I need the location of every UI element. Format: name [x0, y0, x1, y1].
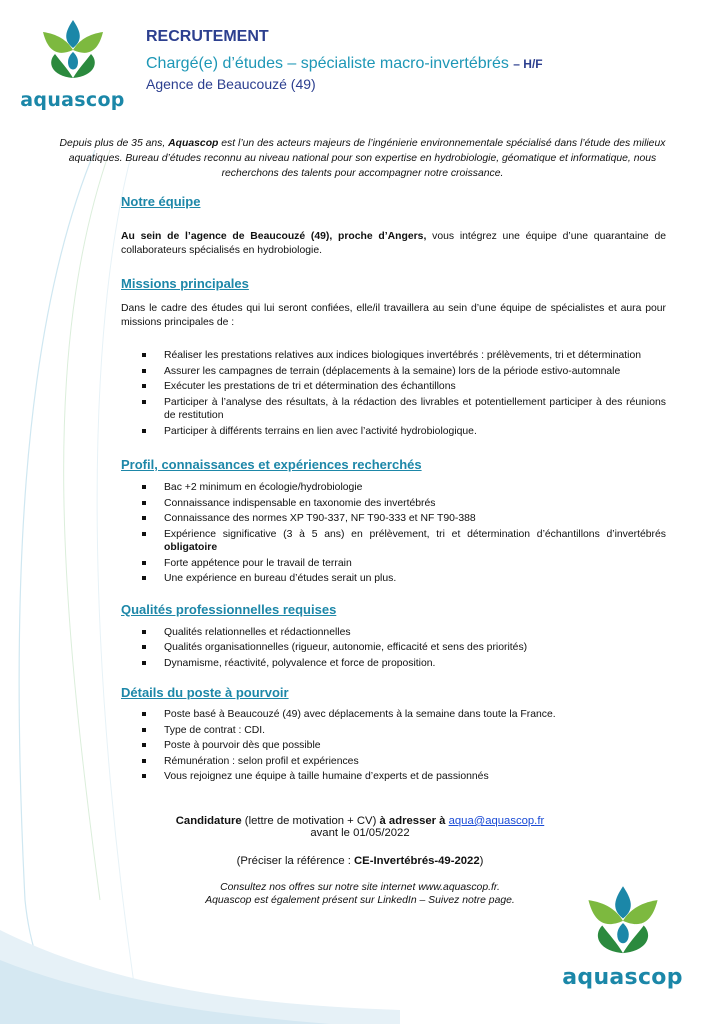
- deadline: avant le 01/05/2022: [310, 827, 410, 839]
- section-title-details: Détails du poste à pourvoir: [121, 685, 289, 700]
- job-title-text: Chargé(e) d’études – spécialiste macro-invertébrés: [146, 55, 509, 72]
- logo-wordmark: aquascop: [20, 89, 125, 111]
- reference-line: [150, 855, 570, 867]
- list-item: Qualités organisationnelles (rigueur, autonomie, efficacité et sens des priorités): [121, 641, 666, 655]
- list-item: [121, 528, 666, 555]
- website-note: Consultez nos offres sur notre site internet www.aquascop.fr.: [220, 882, 500, 893]
- lotus-drop-icon: [37, 18, 109, 84]
- application-footer: [150, 815, 570, 907]
- list-item: Poste basé à Beaucouzé (49) avec déplacements à la semaine dans toute la France.: [121, 708, 666, 722]
- section-title-profile: Profil, connaissances et expériences recherchés: [121, 457, 422, 472]
- section-title-qualities: Qualités professionnelles requises: [121, 601, 337, 617]
- ref-pre: (Préciser la référence :: [236, 855, 355, 867]
- linkedin-note: Aquascop est également présent sur LinkedIn – Suivez notre page.: [205, 895, 515, 906]
- job-title: [146, 55, 543, 73]
- intro-rest: est l’un des acteurs majeurs de l’ingénierie environnementale spécialisé dans l’étude des milieux aquatiques. Bureau d’études reconnu au niveau national pour son expertise en hydrobiologie, géomatique et informatique, nous recherchons des talents pour accompagner notre croissance.: [68, 138, 666, 179]
- list-item: Exécuter les prestations de tri et détermination des échantillons: [121, 380, 666, 394]
- ref-code: CE-Invertébrés-49-2022: [354, 855, 480, 867]
- list-item: Vous rejoignez une équipe à taille humaine d’experts et de passionnés: [121, 770, 666, 784]
- list-item: Rémunération : selon profil et expériences: [121, 755, 666, 769]
- team-bold: Au sein de l’agence de Beaucouzé (49), proche d’Angers,: [121, 231, 427, 242]
- list-item-text: Expérience significative (3 à 5 ans) en prélèvement, tri et détermination d’échantillons d’invertébrés: [164, 528, 666, 540]
- intro-paragraph: [50, 136, 675, 181]
- list-item: Connaissance indispensable en taxonomie des invertébrés: [121, 497, 666, 511]
- cand-text: (lettre de motivation + CV): [241, 815, 380, 827]
- aquascop-logo-bottom: [560, 884, 685, 990]
- list-item: Connaissance des normes XP T90-337, NF T90-333 et NF T90-388: [121, 512, 666, 526]
- main-content: [121, 194, 666, 784]
- list-item: Assurer les campagnes de terrain (déplacements à la semaine) lors de la période estivo-automnale: [121, 365, 666, 379]
- details-list: [121, 708, 666, 784]
- logo-wordmark: aquascop: [562, 965, 683, 990]
- job-gender-suffix: – H/F: [513, 57, 543, 71]
- cand-bold2: à adresser à: [379, 815, 446, 827]
- list-item: Type de contrat : CDI.: [121, 724, 666, 738]
- team-text: vous intégrez une équipe d’une quarantaine de collaborateurs spécialisés en hydrobiologie.: [121, 231, 667, 256]
- list-item: Participer à l’analyse des résultats, à la rédaction des livrables et potentiellement participer à des réunions de restitution: [121, 396, 666, 423]
- section-title-team: Notre équipe: [121, 194, 201, 209]
- aquascop-logo-top: [20, 18, 125, 111]
- cand-bold: Candidature: [175, 815, 242, 827]
- list-item: Poste à pourvoir dès que possible: [121, 739, 666, 753]
- section-title-missions: Missions principales: [121, 276, 249, 291]
- lotus-drop-icon: [581, 884, 665, 960]
- page-title: RECRUTEMENT: [146, 28, 269, 45]
- ref-post: ): [479, 855, 484, 867]
- list-item: Forte appétence pour le travail de terrain: [121, 557, 666, 571]
- email-link[interactable]: aqua@aquascop.fr: [448, 815, 545, 827]
- intro-pre: Depuis plus de 35 ans,: [59, 138, 169, 149]
- list-item: Bac +2 minimum en écologie/hydrobiologie: [121, 481, 666, 495]
- qualities-list: [121, 626, 666, 671]
- agency-name: Agence de Beaucouzé (49): [146, 76, 316, 92]
- list-item: Réaliser les prestations relatives aux indices biologiques invertébrés : prélèvements, tri et détermination: [121, 349, 666, 363]
- list-item-bold: obligatoire: [164, 542, 218, 553]
- application-line: [150, 815, 570, 827]
- missions-intro: Dans le cadre des études qui lui seront confiées, elle/il travaillera au sein d’une équipe de spécialistes et aura pour missions principales de :: [121, 303, 666, 328]
- list-item: Une expérience en bureau d’études serait un plus.: [121, 572, 666, 586]
- list-item: Participer à différents terrains en lien avec l’activité hydrobiologique.: [121, 425, 666, 439]
- intro-company: Aquascop: [168, 138, 219, 149]
- list-item: Qualités relationnelles et rédactionnelles: [121, 626, 666, 640]
- team-paragraph: [121, 230, 666, 258]
- profile-list: [121, 481, 666, 586]
- page-header: [146, 28, 543, 92]
- list-item: Dynamisme, réactivité, polyvalence et force de proposition.: [121, 657, 666, 671]
- missions-list: [121, 349, 666, 438]
